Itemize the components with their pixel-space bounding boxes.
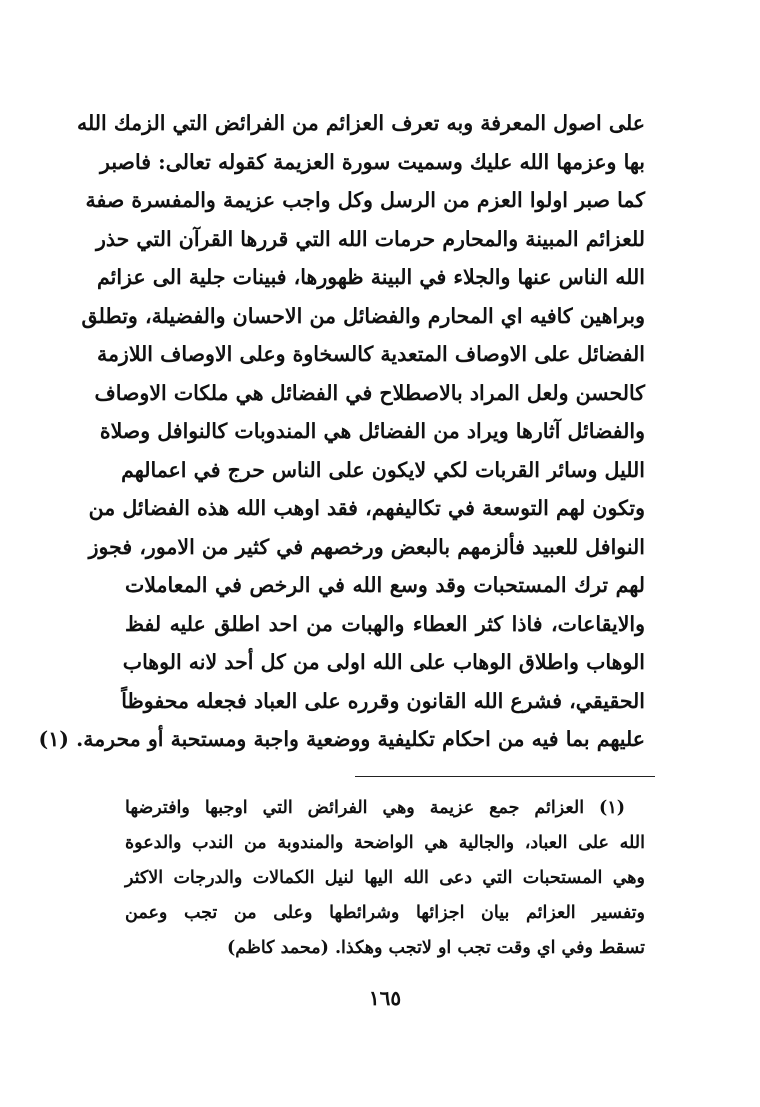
footnote-line: وتفسير العزائم بيان اجزائها وشرائطها وعلى من تجب وعمن [125, 903, 645, 923]
text-line: والفضائل آثارها ويراد من الفضائل هي المندوبات كالنوافل وصلاة [99, 419, 645, 443]
text-line: الله الناس عنها والجلاء في البينة ظهورها، فبينات جلية الى عزائم [96, 265, 645, 289]
text-line: لهم ترك المستحبات وقد وسع الله في الرخص في المعاملات [125, 573, 645, 597]
page-number: ١٦٥ [368, 986, 402, 1010]
main-text-block [38, 104, 645, 759]
text-line: على اصول المعرفة وبه تعرف العزائم من الفرائض التي الزمك الله [77, 111, 645, 135]
footnote-line: الله على العباد، والجالية هي الواضحة والمندوبة من الندب والدعوة [125, 833, 645, 853]
text-line: الوهاب واطلاق الوهاب على الله اولى من كل أحد لانه الوهاب [122, 650, 645, 674]
text-line: الحقيقي، فشرع الله القانون وقرره على العباد فجعله محفوظاً [121, 688, 645, 713]
footnote-line: تسقط وفي اي وقت تجب او لاتجب وهكذا. (محمد كاظم) [227, 938, 645, 958]
text-line: وتكون لهم التوسعة في تكاليفهم، فقد اوهب الله هذه الفضائل من [88, 496, 645, 520]
text-line: الفضائل على الاوصاف المتعدية كالسخاوة وعلى الاوصاف اللازمة [96, 342, 645, 366]
text-line: الليل وسائر القربات لكي لايكون على الناس حرج في اعمالهم [121, 457, 645, 482]
text-line: للعزائم المبينة والمحارم حرمات الله التي قررها القرآن التي حذر [95, 226, 645, 251]
footnote-divider [355, 776, 655, 777]
footnote-line: (١) العزائم جمع عزيمة وهي الفرائض التي اوجبها وافترضها [125, 798, 625, 818]
text-line: وبراهين كافيه اي المحارم والفضائل من الاحسان والفضيلة، وتطلق [81, 303, 645, 328]
footnote-line: وهي المستحبات التي دعى الله اليها لنيل الكمالات والدرجات الاكثر [125, 868, 645, 888]
footnote-block [125, 791, 645, 966]
text-line: النوافل للعبيد فألزمهم بالبعض ورخصهم في كثير من الامور، فجوز [88, 534, 645, 559]
text-line: بها وعزمها الله عليك وسميت سورة العزيمة كقوله تعالى: فاصبر [100, 149, 645, 174]
text-line: كما صبر اولوا العزم من الرسل وكل واجب عزيمة والمفسرة صفة [85, 188, 645, 212]
text-line: كالحسن ولعل المراد بالاصطلاح في الفضائل هي ملكات الاوصاف [94, 380, 645, 405]
text-line: والايقاعات، فاذا كثر العطاء والهبات من احد اطلق عليه لفظ [125, 611, 645, 636]
text-line: عليهم بما فيه من احكام تكليفية ووضعية واجبة ومستحبة أو محرمة. (١) [38, 727, 645, 751]
